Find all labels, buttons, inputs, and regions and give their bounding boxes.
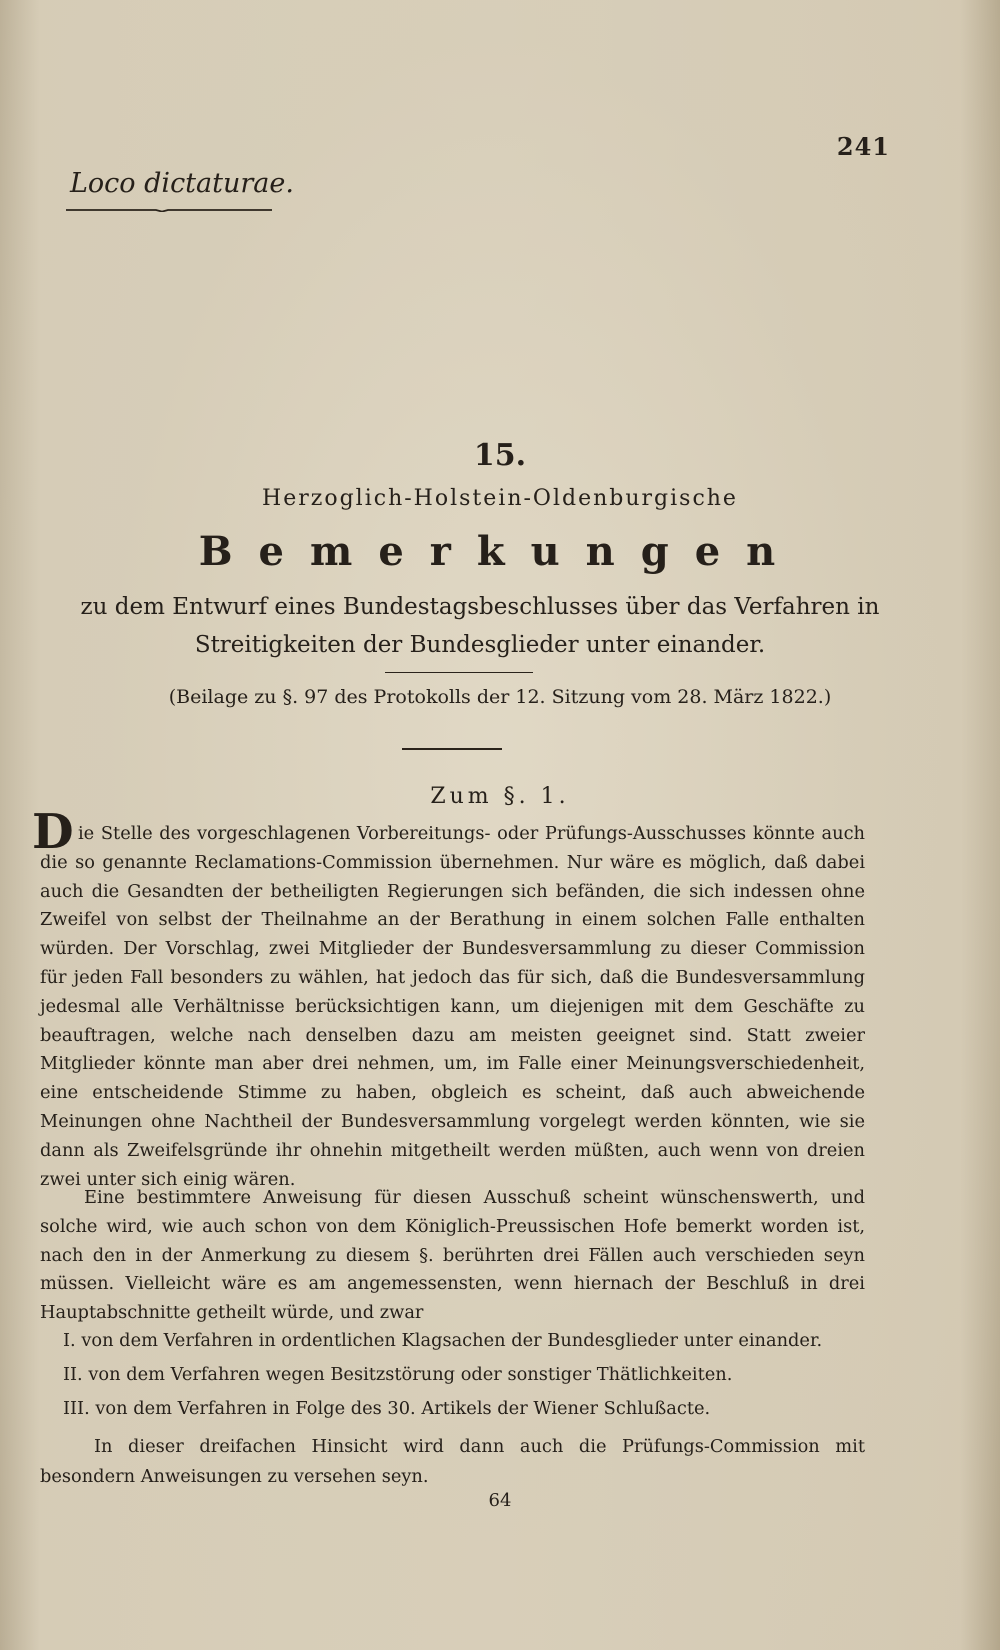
list-item-1: I. von dem Verfahren in ordentlichen Klagsachen der Bundesglieder unter einander. — [63, 1330, 823, 1351]
attachment-note: (Beilage zu §. 97 des Protokolls der 12. Sitzung vom 28. März 1822.) — [168, 686, 832, 708]
paragraph-1-text: ie Stelle des vorgeschlagenen Vorbereitungs- oder Prüfungs-Ausschusses könnte auch die so genannte Reclamations-Commission übernehmen. Nur wäre es möglich, daß dabei auch die Gesandten der betheiligten Regierungen sich befänden, die sich indessen ohne Zweifel von selbst der Theilnahme an der Berathung in einem solchen Falle enthalten würden. Der Vorschlag, zwei Mitglieder der Bundesversammlung zu dieser Commission für jeden Fall besonders zu wählen, hat jedoch das für sich, daß die Bundesversammlung jedesmal alle Verhältnisse berücksichtigen kann, um diejenigen mit dem Geschäfte zu beauftragen, welche nach denselben dazu am meisten geeignet sind. Statt zweier Mitglieder könnte man aber drei nehmen, um, im Falle einer Meinungsverschiedenheit, eine entscheidende Stimme zu haben, obgleich es scheint, daß auch abweichende Meinungen ohne Nachtheil der Bundesversammlung vorgelegt werden könnten, wie sie dann als Zweifelsgründe ihr ohnehin mitgetheilt werden müßten, auch wenn von dreien zwei unter sich einig wären. — [40, 823, 865, 1190]
document-subtitle: zu dem Entwurf eines Bundestagsbeschlusses über das Verfahren in Streitigkeiten der Bundesglieder unter einander. — [80, 594, 880, 658]
document-heading: Bemerkungen — [198, 528, 802, 575]
paragraph-3 — [40, 1432, 865, 1492]
sender-line: Herzoglich-Holstein-Oldenburgische — [262, 486, 738, 511]
list-item-2: II. von dem Verfahren wegen Besitzstörung oder sonstiger Thätlichkeiten. — [63, 1364, 733, 1385]
ornamental-rule — [66, 208, 272, 212]
paragraph-2-text: Eine bestimmtere Anweisung für diesen Ausschuß scheint wünschenswerth, und solche wird, wie auch schon von dem Königlich-Preussischen Hofe bemerkt worden ist, nach den in der Anmerkung zu diesem §. berührten drei Fällen auch verschieden seyn müssen. Vielleicht wäre es am angemessensten, wenn hiernach der Beschluß in drei Hauptabschnitte getheilt würde, und zwar — [40, 1187, 865, 1324]
signature-number: 64 — [488, 1490, 512, 1511]
loco-dictaturae-note: Loco dictaturae. — [70, 168, 294, 199]
document-number: 15. — [473, 438, 527, 473]
paragraph-2 — [40, 1184, 865, 1328]
page-number: 241 — [836, 132, 890, 161]
list-item-3: III. von dem Verfahren in Folge des 30. Artikels der Wiener Schlußacte. — [63, 1398, 711, 1419]
paragraph-1 — [40, 820, 865, 1194]
drop-cap: D — [32, 804, 74, 860]
divider-rule-bold — [402, 748, 502, 750]
section-title: Zum §. 1. — [430, 784, 570, 809]
divider-rule — [385, 672, 533, 673]
paragraph-3-text: In dieser dreifachen Hinsicht wird dann auch die Prüfungs-Commission mit besondern Anweisungen zu versehen seyn. — [40, 1436, 865, 1487]
